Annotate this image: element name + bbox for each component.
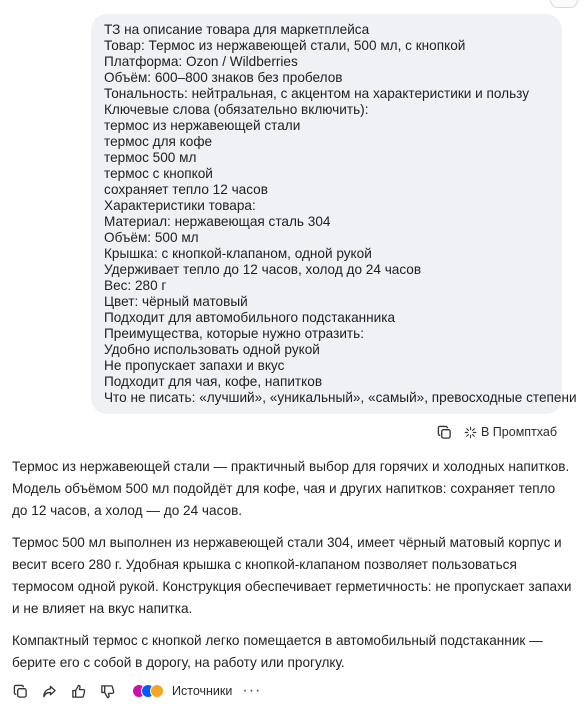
source-favicon (150, 684, 164, 698)
message-line: Характеристики товара: (104, 198, 256, 213)
message-line: термос 500 мл (104, 150, 197, 165)
message-line: Не пропускает запахи и вкус (104, 358, 285, 373)
message-line: Товар: Термос из нержавеющей стали, 500 мл, с кнопкой (104, 38, 466, 53)
thumbs-up-icon (71, 684, 86, 699)
copy-icon (437, 425, 452, 440)
message-line: Платформа: Ozon / Wildberries (104, 54, 298, 69)
message-line: Что не писать: «лучший», «уникальный», «самый», превосходные степени (104, 390, 577, 405)
answer-actions-bar (10, 681, 261, 701)
thumbs-down-icon (100, 684, 115, 699)
message-line: термос из нержавеющей стали (104, 118, 301, 133)
message-line: ТЗ на описание товара для маркетплейса (104, 22, 370, 37)
answer-paragraph: Компактный термос с кнопкой легко помещается в автомобильный подстаканник — берите его с собой в дорогу, на работу или прогулку. (12, 633, 543, 670)
message-line: Преимущества, которые нужно отразить: (104, 326, 365, 341)
message-line: термос для кофе (104, 134, 213, 149)
message-line: Объём: 600–800 знаков без пробелов (104, 70, 343, 85)
message-line: Тональность: нейтральная, с акцентом на характеристики и пользу (104, 86, 530, 101)
answer-paragraph: Термос из нержавеющей стали — практичный выбор для горячих и холодных напитков. Модель объёмом 500 мл подойдёт для кофе, чая и других напитков: сохраняет тепло до 12 часов, а холод — до 24 часов. (12, 459, 570, 518)
scroll-top-button[interactable] (550, 0, 578, 8)
assistant-answer (12, 456, 572, 684)
share-button[interactable] (39, 681, 59, 701)
promptbase-button[interactable] (464, 425, 557, 439)
copy-answer-button[interactable] (10, 681, 30, 701)
message-line: термос с кнопкой (104, 166, 213, 181)
answer-paragraph: Термос 500 мл выполнен из нержавеющей стали 304, имеет чёрный матовый корпус и весит всего 280 г. Удобная крышка с кнопкой-клапаном позволяет пользоваться термосом одной рукой. Конструкция обеспечивает герметичность: не пропускает запахи и не влияет на вкус напитка. (12, 535, 572, 616)
message-line: Материал: нержавеющая сталь 304 (104, 214, 331, 229)
share-icon (42, 684, 57, 699)
dislike-button[interactable] (97, 681, 117, 701)
message-line: Крышка: с кнопкой-клапаном, одной рукой (104, 246, 372, 261)
message-line: Ключевые слова (обязательно включить): (104, 102, 369, 117)
sparkle-icon (464, 426, 477, 439)
user-message-actions (434, 423, 557, 441)
like-button[interactable] (68, 681, 88, 701)
message-line: Вес: 280 г (104, 278, 167, 293)
copy-message-button[interactable] (434, 422, 454, 442)
sources-button[interactable] (132, 684, 232, 698)
message-line: Цвет: чёрный матовый (104, 294, 248, 309)
message-line: Подходит для автомобильного подстаканника (104, 310, 396, 325)
message-line: Подходит для чая, кофе, напитков (104, 374, 323, 389)
user-message-bubble (91, 14, 577, 414)
message-line: сохраняет тепло 12 часов (104, 182, 268, 197)
message-line: Удобно использовать одной рукой (104, 342, 320, 357)
message-line: Объём: 500 мл (104, 230, 199, 245)
message-line: Удерживает тепло до 12 часов, холод до 24 часов (104, 262, 422, 277)
copy-icon (13, 684, 28, 699)
sources-label: Источники (172, 684, 233, 698)
more-icon[interactable]: ··· (242, 682, 262, 699)
promptbase-label: В Промптхаб (481, 425, 558, 439)
